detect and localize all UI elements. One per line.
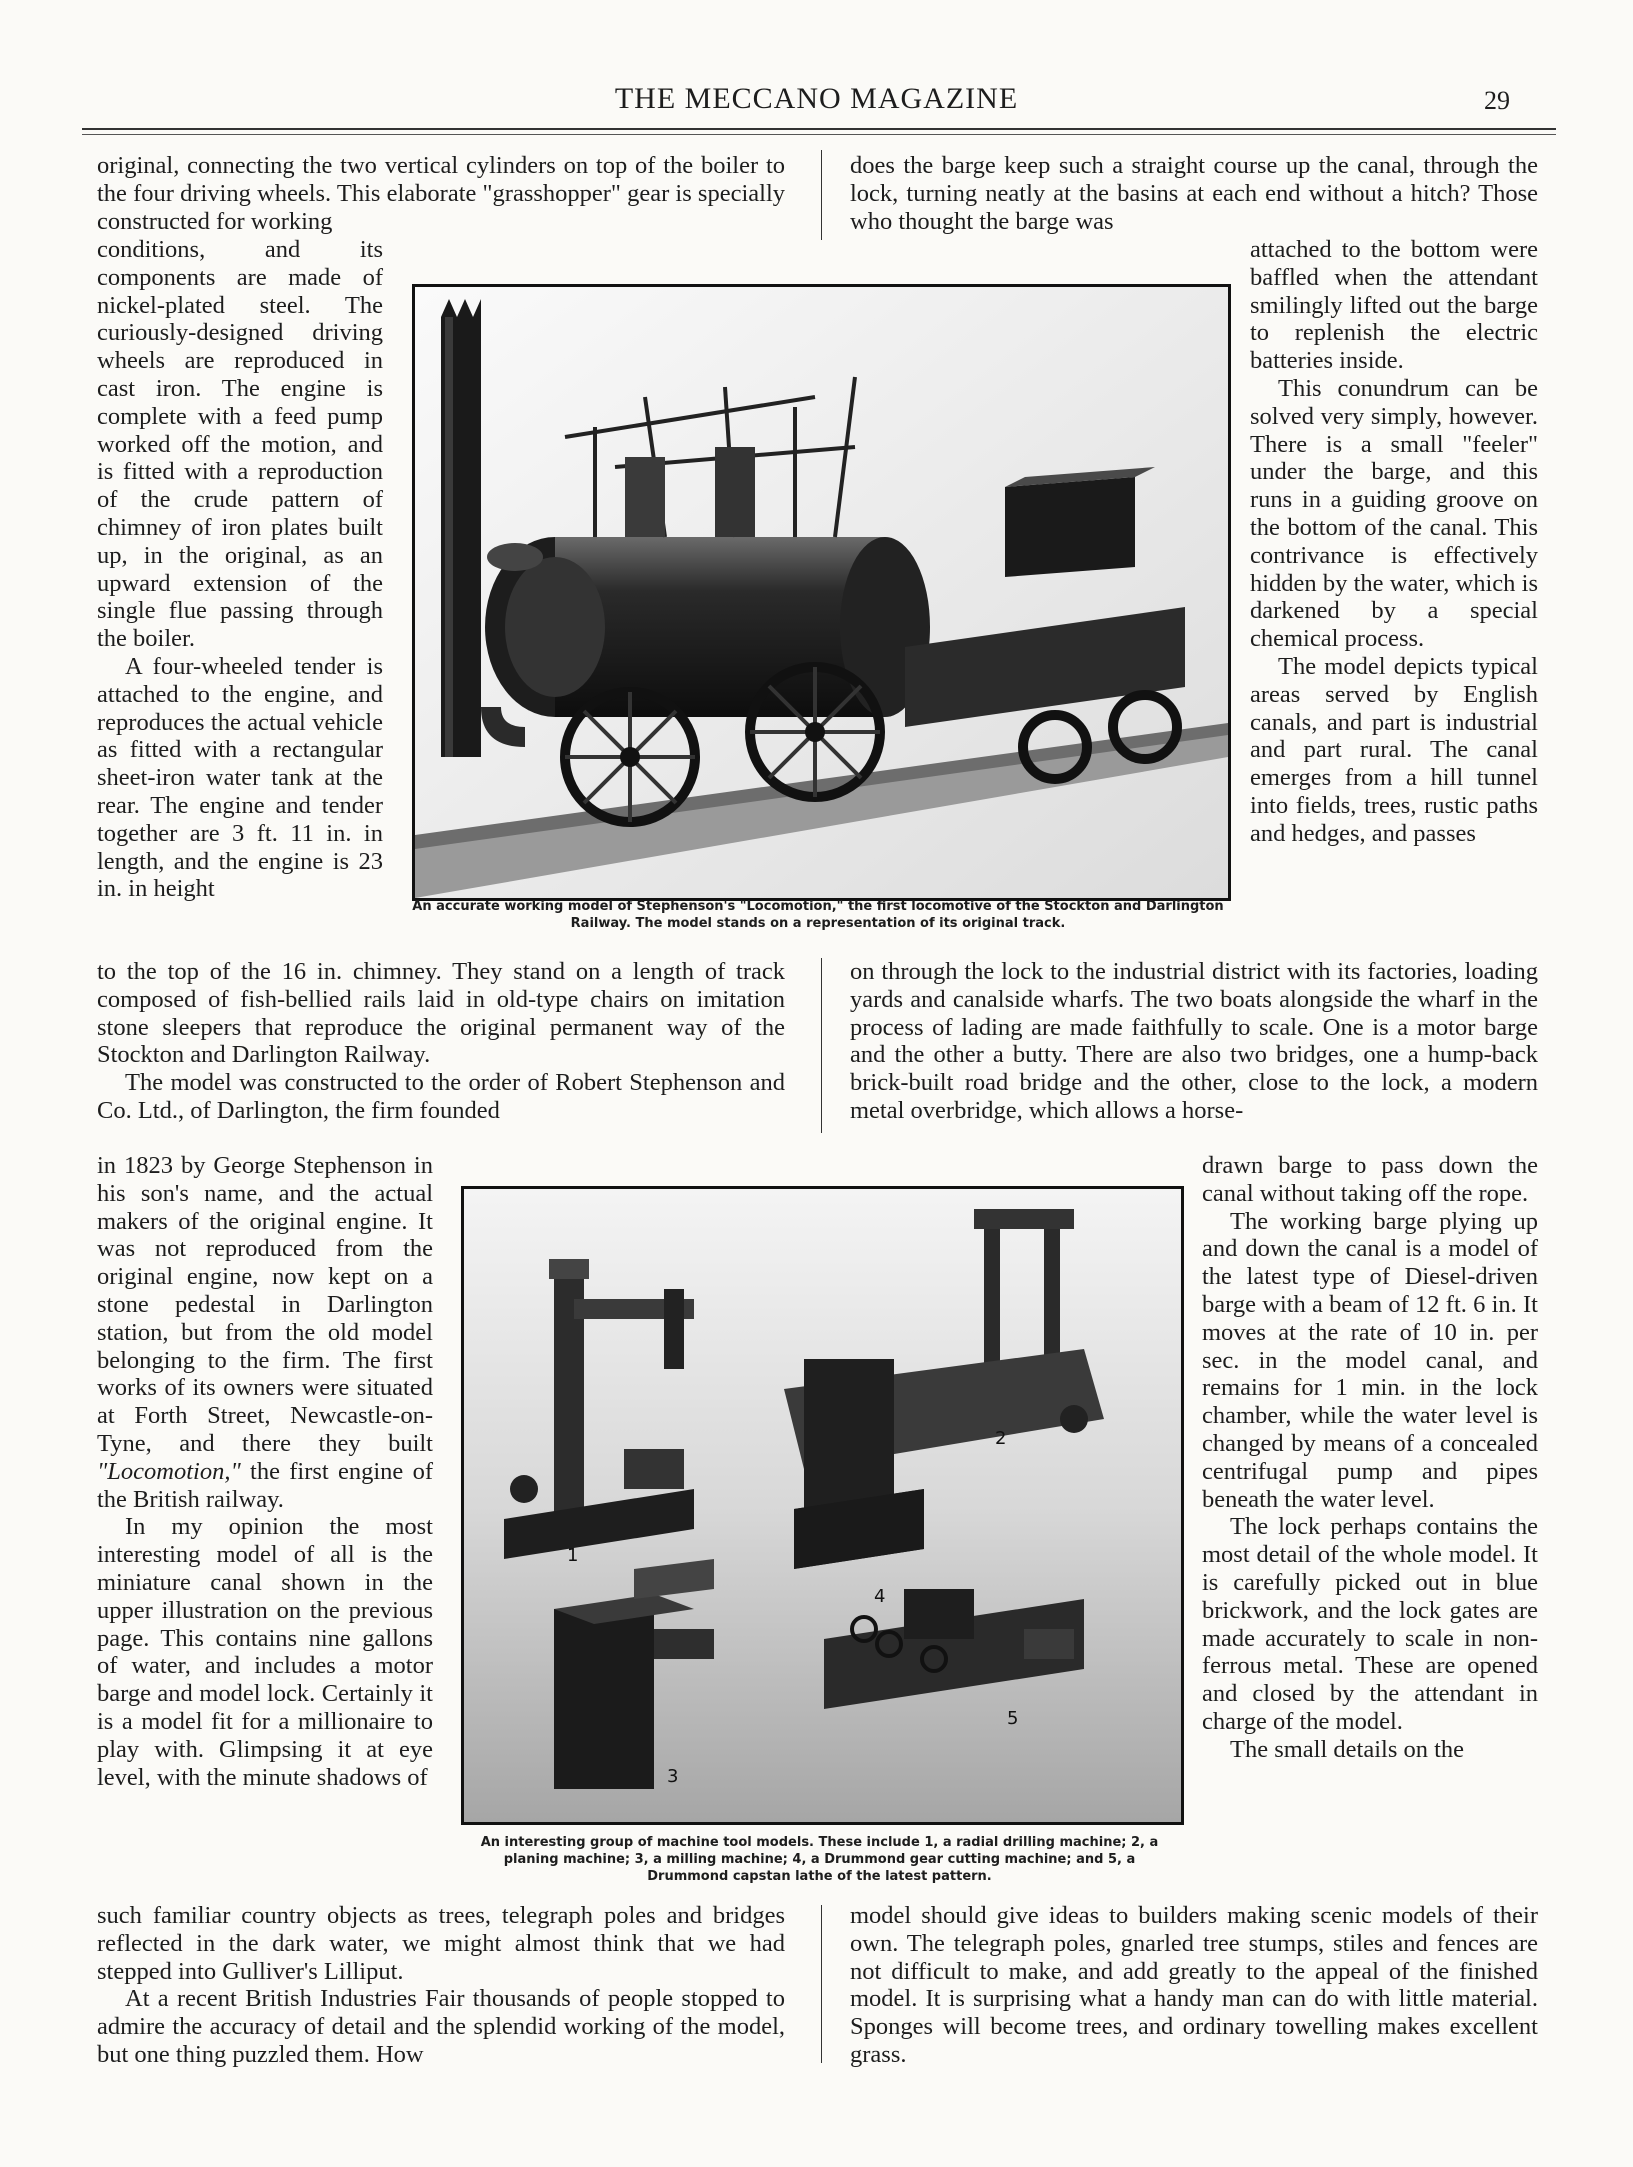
figure-caption: An accurate working model of Stephenson's "Locomotion," the first locomotive of the Stockton and Darlington Railway. The model stands on a representation of its original track. [412,899,1224,931]
article-paragraph: to the top of the 16 in. chimney. They stand on a length of track composed of fish-bellied rails laid in old-type chairs on imitation stone sleepers that reproduce the original permanent way of the Stockton and Darlington Railway. The model was constructed to the order of Robert Stephenson and Co. Ltd., of Darlington, the firm founded [97,958,785,1124]
page-number: 29 [1484,86,1510,115]
article-paragraph: original, connecting the two vertical cylinders on top of the boiler to the four driving wheels. This elaborate "grasshopper" gear is specially constructed for working [97,152,785,235]
article-paragraph: in 1823 by George Stephenson in his son's name, and the actual makers of the original engine. It was not reproduced from the original engine, now kept on a stone pedestal in Darlington station, but from the old model belonging to the firm. The first works of its owners were situated at Forth Street, Newcastle-on-Tyne, and there they built "Locomotion," the first engine of the British railway. In my opinion the most interesting model of all is the miniature canal shown in the upper illustration on the previous page. This contains nine gallons of water, and includes a motor barge and model lock. Certainly it is a model fit for a millionaire to play with. Glimpsing it at eye level, with the minute shadows of [97,1152,433,1791]
column-divider [821,150,822,240]
figure-caption: An interesting group of machine tool models. These include 1, a radial drilling machine; 2, a planing machine; 3, a milling machine; 4, a Drummond gear cutting machine; and 5, a Drummond capstan lathe of the latest pattern. [480,1835,1159,1884]
article-paragraph: model should give ideas to builders making scenic models of their own. The telegraph poles, gnarled tree stumps, stiles and fences are not difficult to make, and add greatly to the appeal of the finished model. It is surprising what a handy man can do with little material. Sponges will become trees, and ordinary towelling makes excellent grass. [850,1902,1538,2068]
figure-label-2: 2 [995,1428,1007,1449]
article-paragraph: attached to the bottom were baffled when the attendant smilingly lifted out the barge to replenish the electric batteries inside. This conundrum can be solved very simply, however. There is a small "feeler" under the barge, and this runs in a guiding groove on the bottom of the canal. This contrivance is effectively hidden by the water, which is darkened by a special chemical process. The model depicts typical areas served by English canals, and part is industrial and part rural. The canal emerges from a hill tunnel into fields, trees, rustic paths and hedges, and passes [1250,236,1538,847]
figure-label-3: 3 [667,1766,679,1787]
figure-label-4: 4 [874,1586,886,1607]
article-paragraph: on through the lock to the industrial district with its factories, loading yards and canalside wharfs. The two boats alongside the wharf in the process of lading are made faithfully to scale. One is a motor barge and the other a butty. There are also two bridges, one a hump-back brick-built road bridge and the other, close to the lock, a modern metal overbridge, which allows a horse- [850,958,1538,1124]
figure-label-5: 5 [1007,1708,1019,1729]
header-rule [82,128,1556,130]
article-paragraph: such familiar country objects as trees, telegraph poles and bridges reflected in the dark water, we might almost think that we had stepped into Gulliver's Lilliput. At a recent British Industries Fair thousands of people stopped to admire the accuracy of detail and the splendid working of the model, but one thing puzzled them. How [97,1902,785,2068]
machine-tools-photo [461,1186,1184,1825]
locomotive-photo [412,284,1231,901]
figure-label-1: 1 [567,1545,579,1566]
article-paragraph: does the barge keep such a straight course up the canal, through the lock, turning neatly at the basins at each end without a hitch? Those who thought the barge was [850,152,1538,235]
column-divider [821,958,822,1133]
column-divider [821,1905,822,2063]
header-rule-thin [82,134,1556,135]
machine-tools-illustration [464,1189,1181,1822]
magazine-title: THE MECCANO MAGAZINE [614,82,1019,115]
article-paragraph: conditions, and its components are made of nickel-plated steel. The curiously-designed driving wheels are reproduced in cast iron. The engine is complete with a feed pump worked off the motion, and is fitted with a reproduction of the crude pattern of chimney of iron plates built up, in the original, as an upward extension of the single flue passing through the boiler. A four-wheeled tender is attached to the engine, and reproduces the actual vehicle as fitted with a rectangular sheet-iron water tank at the rear. The engine and tender together are 3 ft. 11 in. in length, and the engine is 23 in. in height [97,236,383,903]
locomotive-illustration [415,287,1228,898]
article-paragraph: drawn barge to pass down the canal without taking off the rope. The working barge plying up and down the canal is a model of the latest type of Diesel-driven barge with a beam of 12 ft. 6 in. It moves at the rate of 10 in. per sec. in the model canal, and remains for 1 min. in the lock chamber, while the water level is changed by means of a concealed centrifugal pump and pipes beneath the water level. The lock perhaps contains the most detail of the whole model. It is carefully picked out in blue brickwork, and the lock gates are made accurately to scale in non-ferrous metal. These are opened and closed by the attendant in charge of the model. The small details on the [1202,1152,1538,1763]
